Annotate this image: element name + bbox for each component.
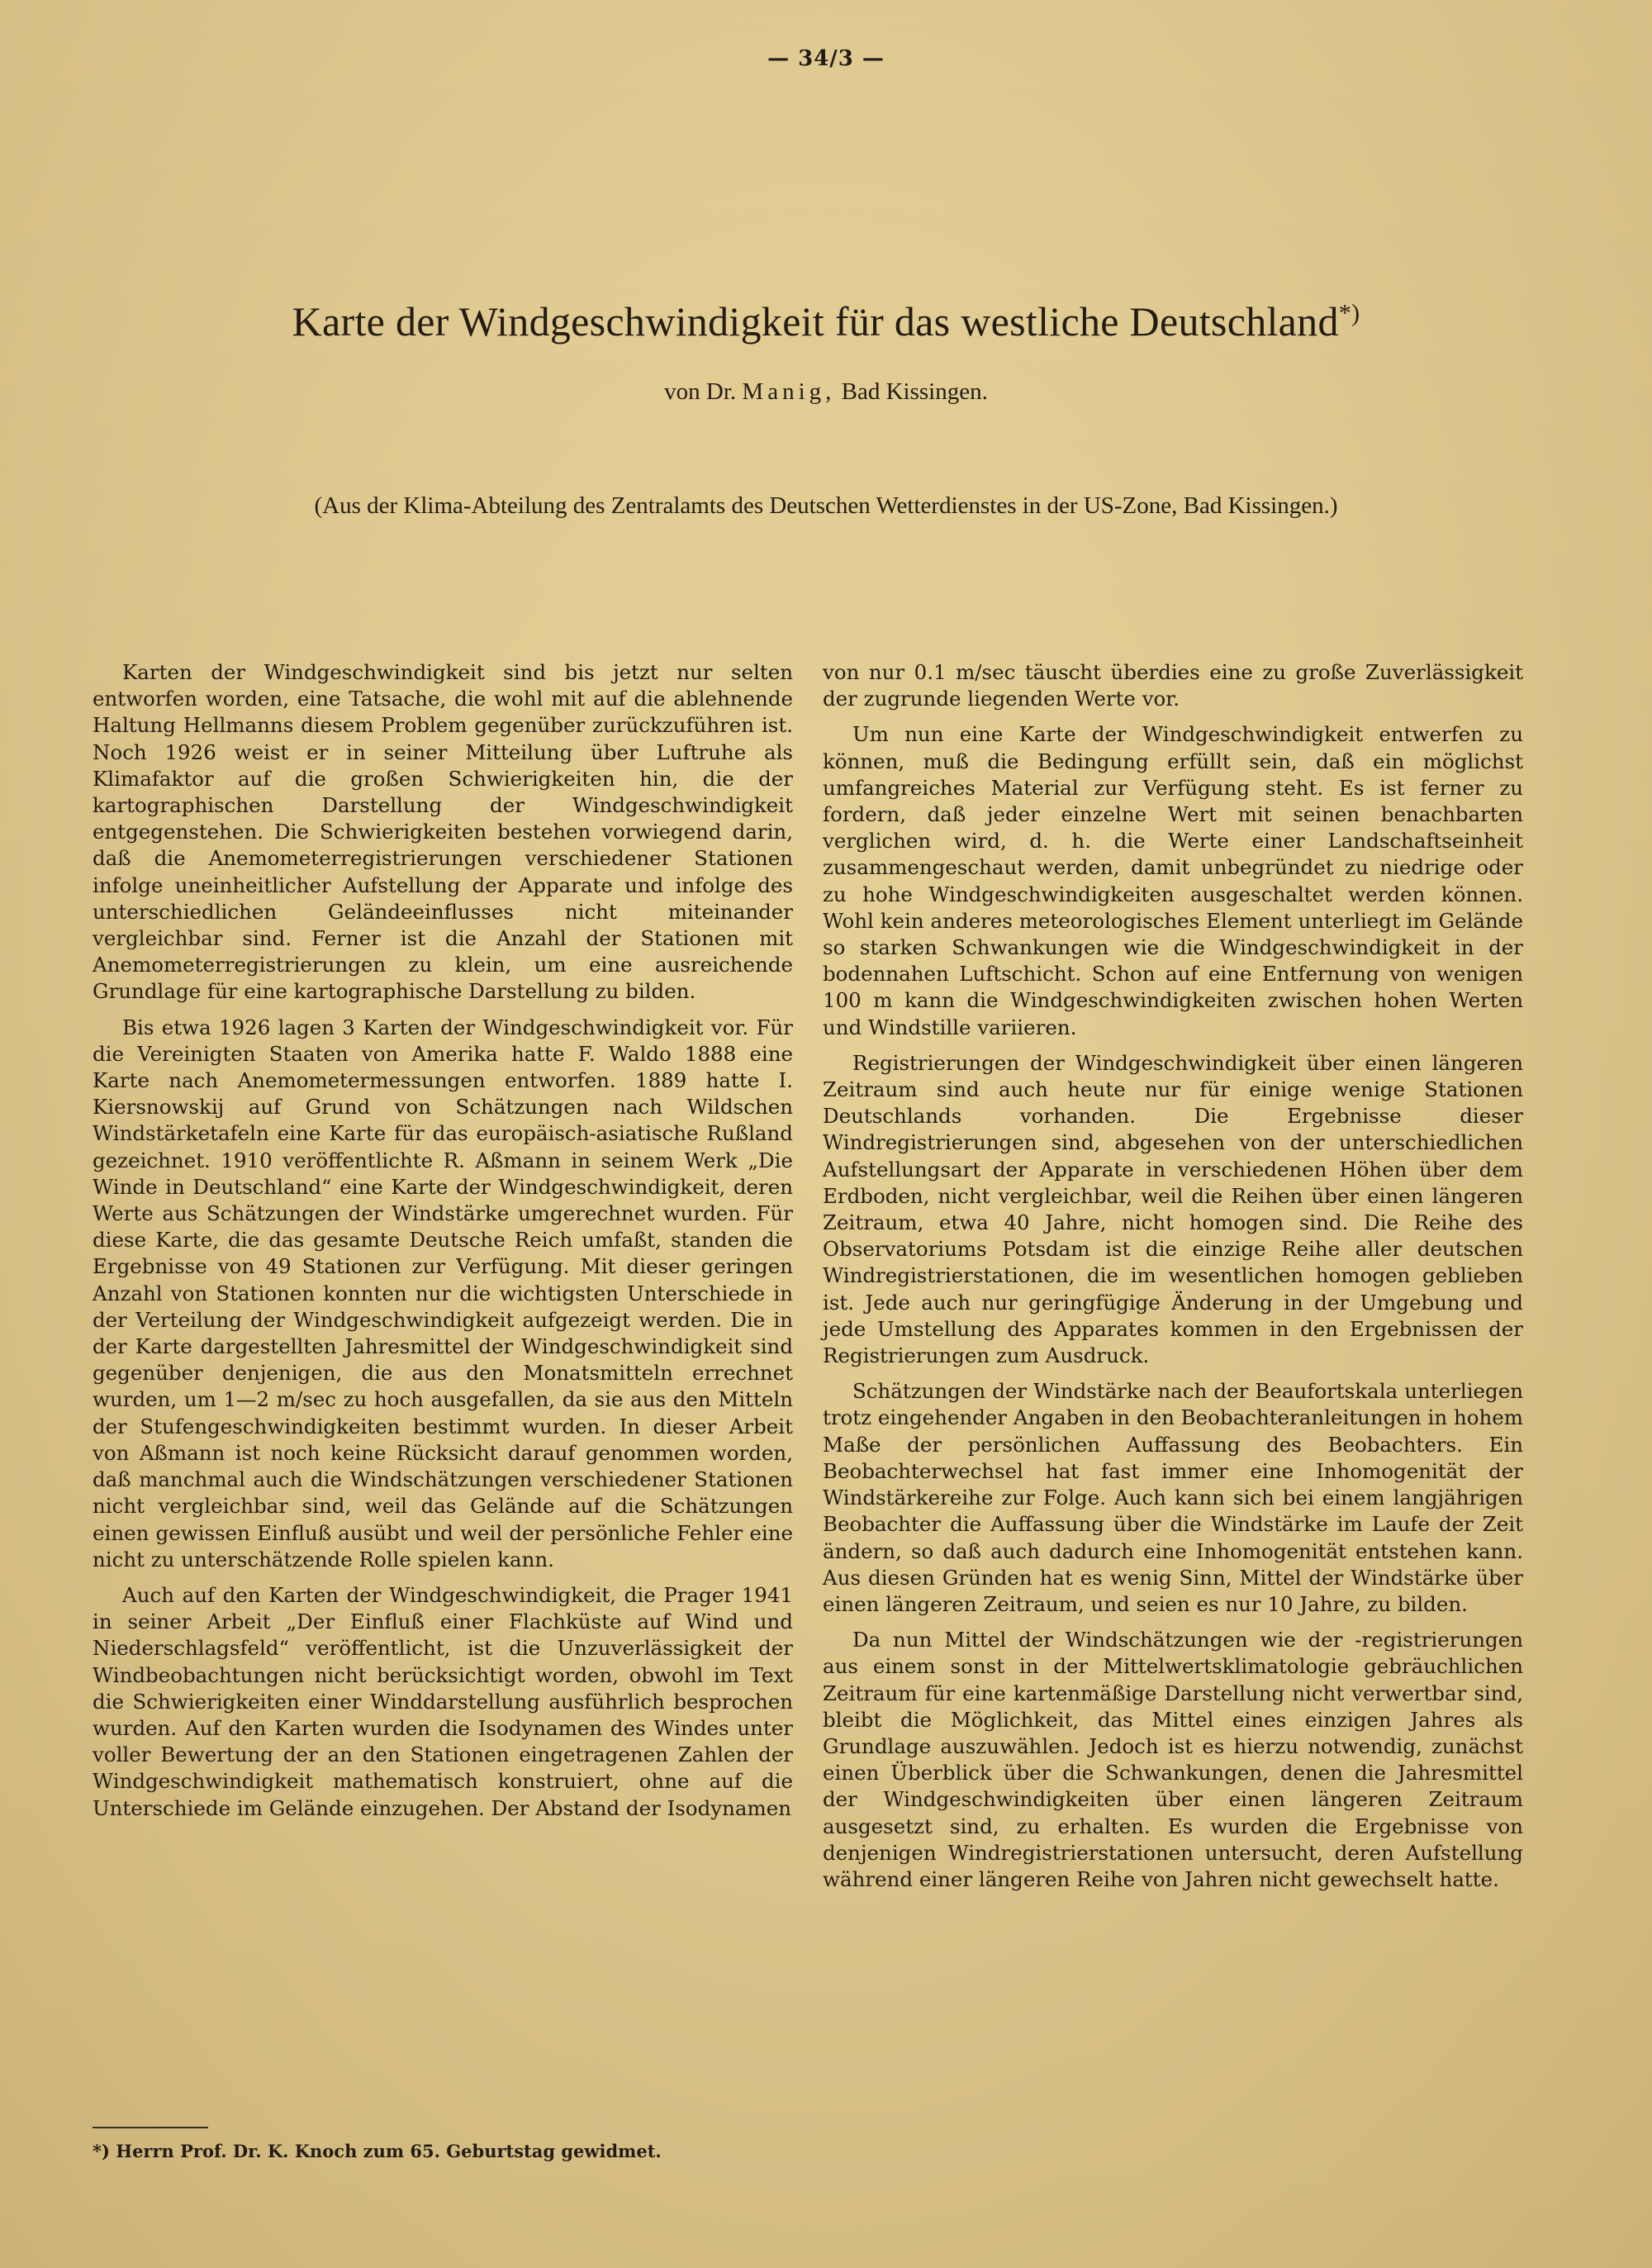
author-location: Bad Kissingen.	[841, 378, 988, 405]
byline	[0, 378, 1652, 406]
right-column	[823, 659, 1523, 1902]
left-paragraph-2: Bis etwa 1926 lagen 3 Karten der Windgeschwindigkeit vor. Für die Vereinigten Staaten von Amerika hatte F. Waldo 1888 eine Karte nach Anemometermessungen entworfen. 1889 hatte I. Kiersnowskij auf Grund von Schätzungen nach Wildschen Windstärketafeln eine Karte für das europäisch-asiatische Rußland gezeichnet. 1910 veröffentlichte R. Aßmann in seinem Werk „Die Winde in Deutschland“ eine Karte der Windgeschwindigkeit, deren Werte aus Schätzungen der Windstärke umgerechnet wurden. Für diese Karte, die das gesamte Deutsche Reich umfaßt, standen die Ergebnisse von 49 Stationen zur Verfügung. Mit dieser geringen Anzahl von Stationen konnten nur die wichtigsten Unterschiede in der Verteilung der Windgeschwindigkeit aufgezeigt werden. Die in der Karte dargestellten Jahresmittel der Windgeschwindigkeit sind gegenüber denjenigen, die aus den Monatsmitteln errechnet wurden, um 1—2 m/sec zu hoch ausgefallen, da sie aus den Mitteln der Stufengeschwindigkeiten bestimmt wurden. In dieser Arbeit von Aßmann ist noch keine Rücksicht darauf genommen worden, daß manchmal auch die Windschätzungen verschiedener Stationen nicht vergleichbar sind, weil das Gelände auf die Schätzungen einen gewissen Einfluß ausübt und weil der persönliche Fehler eine nicht zu unterschätzende Rolle spielen kann.	[93, 1015, 793, 1571]
right-paragraph-1: von nur 0.1 m/sec täuscht überdies eine zu große Zuverlässigkeit der zugrunde liegenden Werte vor.	[823, 660, 1523, 711]
author-name: Manig,	[742, 378, 836, 405]
right-paragraph-2: Um nun eine Karte der Windgeschwindigkeit entwerfen zu können, muß die Bedingung erfüllt sein, daß ein möglichst umfangreiches Material zur Verfügung steht. Es ist ferner zu fordern, daß jeder einzelne Wert mit seinen benachbarten verglichen wird, d. h. die Werte einer Landschaftseinheit zusammengeschaut werden, damit unbegründet zu niedrige oder zu hohe Windgeschwindigkeiten ausgeschaltet werden können. Wohl kein anderes meteorologisches Element unterliegt im Gelände so starken Schwankungen wie die Windgeschwindigkeit in der bodennahen Luftschicht. Schon auf eine Entfernung von wenigen 100 m kann die Windgeschwindigkeiten zwischen hohen Werten und Windstille variieren.	[823, 722, 1523, 1039]
affiliation: (Aus der Klima-Abteilung des Zentralamts des Deutschen Wetterdienstes in der US-Zone, Bad Kissingen.)	[314, 492, 1338, 519]
right-paragraph-3: Registrierungen der Windgeschwindigkeit über einen längeren Zeitraum sind auch heute nur für einige wenige Stationen Deutschlands vorhanden. Die Ergebnisse dieser Windregistrierungen sind, abgesehen von der unterschiedlichen Aufstellungsart der Apparate in verschiedenen Höhen über dem Erdboden, nicht vergleichbar, weil die Reihen über einen längeren Zeitraum, etwa 40 Jahre, nicht homogen sind. Die Reihe des Observatoriums Potsdam ist die einzige Reihe aller deutschen Windregistrierstationen, die im wesentlichen homogen geblieben ist. Jede auch nur geringfügige Änderung in der Umgebung und jede Umstellung des Apparates kommen in den Ergebnissen der Registrierungen zum Ausdruck.	[823, 1050, 1523, 1368]
footnote-divider	[93, 2127, 208, 2128]
right-paragraph-4: Schätzungen der Windstärke nach der Beaufortskala unterliegen trotz eingehender Angaben in den Beobachteranleitungen in hohem Maße der persönlichen Auffassung des Beobachters. Ein Beobachterwechsel hat fast immer eine Inhomogenität der Windstärkereihe zur Folge. Auch kann sich bei einem langjährigen Beobachter die Auffassung über die Windstärke im Laufe der Zeit ändern, so daß auch dadurch eine Inhomogenität entstehen kann. Aus diesen Gründen hat es wenig Sinn, Mittel der Windstärke über einen längeren Zeitraum, und seien es nur 10 Jahre, zu bilden.	[823, 1379, 1523, 1616]
right-paragraph-5: Da nun Mittel der Windschätzungen wie der -registrierungen aus einem sonst in der Mittelwertsklimatologie gebräuchlichen Zeitraum für eine kartenmäßige Darstellung nicht verwertbar sind, bleibt die Möglichkeit, das Mittel eines einzigen Jahres als Grundlage auszuwählen. Jedoch ist es hierzu notwendig, zunächst einen Überblick über die Schwankungen, denen die Jahresmittel der Windgeschwindigkeiten über einen längeren Zeitraum ausgesetzt sind, zu erhalten. Es wurden die Ergebnisse von denjenigen Windregistrierstationen untersucht, deren Aufstellung während einer längeren Reihe von Jahren nicht gewechselt hatte.	[823, 1628, 1523, 1891]
byline-prefix: von Dr.	[664, 378, 737, 405]
title-footnote-mark: *)	[1338, 299, 1360, 327]
left-paragraph-1: Karten der Windgeschwindigkeit sind bis jetzt nur selten entworfen worden, eine Tatsache, die wohl mit auf die ablehnende Haltung Hellmanns diesem Problem gegenüber zurückzuführen ist. Noch 1926 weist er in seiner Mitteilung über Luftruhe als Klimafaktor auf die großen Schwierigkeiten hin, die der kartographischen Darstellung der Windgeschwindigkeit entgegenstehen. Die Schwierigkeiten bestehen vorwiegend darin, daß die Anemometerregistrierungen verschiedener Stationen infolge uneinheitlicher Aufstellung der Apparate und infolge des unterschiedlichen Geländeeinflusses nicht miteinander vergleichbar sind. Ferner ist die Anzahl der Stationen mit Anemometerregistrierungen zu klein, um eine ausreichende Grundlage für eine kartographische Darstellung zu bilden.	[93, 660, 793, 1004]
left-paragraph-3: Auch auf den Karten der Windgeschwindigkeit, die Prager 1941 in seiner Arbeit „Der Einfluß einer Flachküste auf Wind und Niederschlagsfeld“ veröffentlicht, ist die Unzuverlässigkeit der Windbeobachtungen nicht berücksichtigt worden, obwohl im Text die Schwierigkeiten einer Winddarstellung ausführlich besprochen wurden. Auf den Karten wurden die Isodynamen des Windes unter voller Bewertung der an den Stationen eingetragenen Zahlen der Windgeschwindigkeit mathematisch konstruiert, ohne auf die Unterschiede im Gelände einzugehen. Der Abstand der Isodynamen	[93, 1582, 793, 1820]
left-column	[93, 659, 793, 1831]
page-number: — 34/3 —	[767, 46, 885, 71]
article-title	[0, 297, 1652, 345]
article-title-text: Karte der Windgeschwindigkeit für das westliche Deutschland	[292, 298, 1339, 345]
footnote: *) Herrn Prof. Dr. K. Knoch zum 65. Geburtstag gewidmet.	[93, 2141, 662, 2161]
